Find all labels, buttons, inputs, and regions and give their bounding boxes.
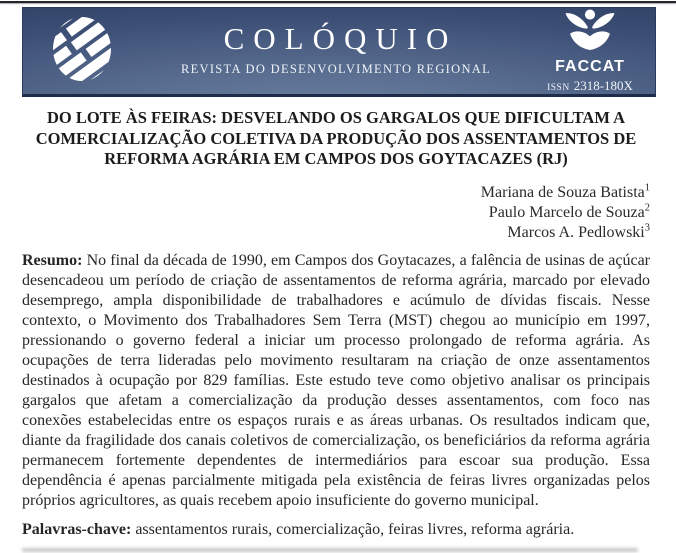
author-line (22, 203, 650, 223)
keywords-label: Palavras-chave: (22, 520, 132, 538)
keywords-text: assentamentos rurais, comercialização, feiras livres, reforma agrária. (135, 520, 575, 538)
banner-left-section (23, 8, 141, 94)
author-name: Mariana de Souza Batista (480, 183, 645, 201)
keywords-line (22, 520, 650, 540)
author-name: Paulo Marcelo de Souza (488, 203, 645, 221)
cutoff-next-line-smear (22, 548, 638, 552)
issn-line (547, 78, 633, 94)
banner-center-section (141, 8, 531, 94)
issn-number: 2318-180X (573, 77, 633, 93)
authors-block (22, 183, 650, 243)
journal-title: COLÓQUIO (223, 20, 458, 56)
author-name: Marcos A. Pedlowski (507, 223, 645, 241)
faccat-figure-logo-icon (561, 9, 619, 56)
author-footnote-marker: 3 (644, 222, 650, 234)
journal-subtitle: REVISTA DO DESENVOLVIMENTO REGIONAL (180, 62, 492, 77)
author-line (22, 223, 650, 243)
abstract-label: Resumo: (22, 251, 83, 269)
author-footnote-marker: 2 (644, 202, 650, 214)
banner-right-section (531, 8, 655, 94)
issn-label: ISSN (547, 82, 570, 93)
article-title: DO LOTE ÀS FEIRAS: DESVELANDO OS GARGALOS QUE DIFICULTAM A COMERCIALIZAÇÃO COLETIVA DA PRODUÇÃO DOS ASSENTAMENTOS DE REFORMA AGRÁRIA EM CAMPOS DOS GOYTACAZES (RJ) (35, 108, 637, 168)
abstract-text: No final da década de 1990, em Campos dos Goytacazes, a falência de usinas de açúcar desencadeou um período de criação de assentamentos de reforma agrária, marcado por elevado desemprego, ampla disponibilidade de trabalhadores e acúmulo de dívidas fiscais. Nesse contexto, o Movimento dos Trabalhadores Sem Terra (MST) chegou ao município em 1997, pressionando o governo federal a iniciar um processo prolongado de reforma agrária. As ocupações de terra lideradas pelo movimento resultaram na criação de onze assentamentos destinados à ocupação por 829 famílias. Este estudo teve como objetivo analisar os principais gargalos que afetam a comercialização da produção desses assentamentos, com foco nas conexões estabelecidas entre os espaços rurais e as áreas urbanas. Os resultados indicam que, diante da fragilidade dos canais coletivos de comercialização, os beneficiários da reforma agrária permanecem fortemente dependentes de intermediários para escoar sua produção. Essa dependência é apenas parcialmente mitigada pela existência de feiras livres organizadas pelos próprios agricultores, as quais recebem apoio insuficiente do governo municipal. (22, 251, 650, 509)
author-line (22, 183, 650, 203)
globe-stripes-logo-icon (51, 15, 113, 88)
journal-banner (22, 7, 656, 97)
abstract-paragraph (22, 251, 650, 511)
article-content (22, 108, 650, 540)
author-footnote-marker: 1 (644, 182, 650, 194)
top-horizontal-rule (0, 1, 676, 3)
faccat-wordmark: FACCAT (555, 57, 625, 75)
